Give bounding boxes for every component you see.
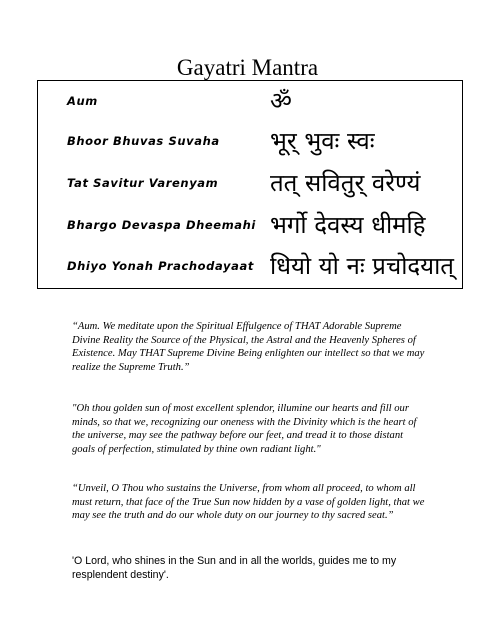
mantra-line-tat — [38, 163, 462, 203]
mantra-transliteration: Aum — [67, 94, 98, 108]
page-title: Gayatri Mantra — [176, 55, 319, 80]
translation-paragraph: 'O Lord, who shines in the Sun and in all the worlds, guides me to my resplendent destiny'. — [72, 555, 397, 581]
mantra-devanagari: ॐ — [270, 87, 292, 115]
mantra-transliteration: Bhoor Bhuvas Suvaha — [67, 134, 220, 148]
mantra-devanagari: तत् सवितुर् वरेण्यं — [270, 169, 421, 197]
translation-paragraph: “Unveil, O Thou who sustains the Universe, from whom all proceed, to whom all must return, that face of the True Sun now hidden by a vase of golden light, that we may see the truth and do our whole duty on our journey to thy sacred seat.” — [72, 483, 425, 521]
mantra-transliteration: Dhiyo Yonah Prachodayaat — [67, 259, 254, 273]
translation-paragraph: "Oh thou golden sun of most excellent splendor, illumine our hearts and fill our minds, so that we, recognizing our oneness with the Divinity which is the heart of the universe, may see the pathway before our feet, and tread it to those distant goals of perfection, stimulated by thine own radiant light." — [72, 403, 417, 455]
mantra-line-dhiyo — [38, 246, 462, 286]
mantra-transliteration: Tat Savitur Varenyam — [67, 176, 219, 190]
mantra-line-bhoor — [38, 121, 462, 161]
mantra-line-bhargo — [38, 205, 462, 245]
mantra-devanagari: भूर् भुवः स्वः — [270, 127, 375, 155]
mantra-devanagari: भर्गो देवस्य धीमहि — [270, 211, 426, 239]
mantra-box — [37, 80, 463, 289]
mantra-devanagari: धियो यो नः प्रचोदयात् — [270, 252, 454, 280]
mantra-line-aum — [38, 81, 462, 121]
mantra-transliteration: Bhargo Devaspa Dheemahi — [67, 218, 256, 232]
translation-paragraph: “Aum. We meditate upon the Spiritual Effulgence of THAT Adorable Supreme Divine Reality the Source of the Physical, the Astral and the Heavenly Spheres of Existence. May THAT Supreme Divine Being enlighten our intellect so that we may realize the Supreme Truth.” — [72, 321, 425, 373]
